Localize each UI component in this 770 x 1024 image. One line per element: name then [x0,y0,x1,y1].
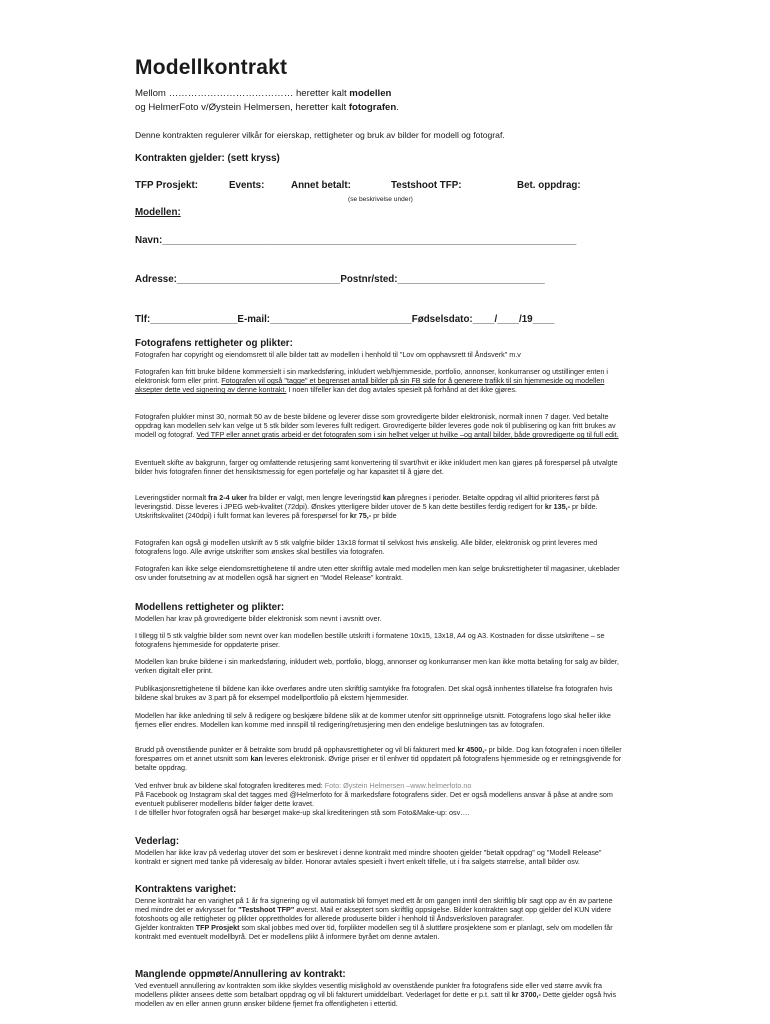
intro-photographer-term: fotografen [348,102,397,113]
breach-may: kan [250,754,263,764]
edit-price: kr 135,- [544,502,571,512]
model-rights-heading: Modellens rettigheter og plikter: [135,602,285,613]
option-events[interactable]: Events: [229,180,265,191]
breach-price: kr 4500,- [457,745,487,754]
commercial-use-exception: I noen tilfeller kan det dog avtales spesielt på forhånd at det ikke gjøres. [286,385,517,395]
credits-line: Foto: Øystein Helmersen –www.helmerfoto.no [324,781,472,790]
breach-text-3: leveres elektronisk. Øvrige priser er til enhver tid oppdatert på fotografens hjemmeside og er retningsgivende for betalte oppdrag. [135,754,622,773]
paragraph-model-edited-images: Modellen har krav på grovredigerte bilder elektronisk som nevnt i avsnitt over. [135,614,382,623]
credits-text-1: Ved enhver bruk av bildene skal fotografen krediteres med: [135,781,325,790]
paragraph-publication-rights: Publikasjonsrettighetene til bildene kan ikke overføres andre uten skriftlig samtykke fra fotografen. Det skal også innhentes tillatelse fra fotografen hvis bildene skal brukes av 3.part på for eksempel modellportfolio på ekstern hjemmesider. [135,684,613,703]
duration-text-2: øverst. Mail er akseptert som skriftlig oppsigelse. Bilder kontrakten sagt opp gjelder del KUN videre fotoshoots og alle rettigheter og plikter opprettholdes for allerede produserte bilder i henhold til Åndsverksloven paragrafer. [135,905,612,924]
duration-text-3: Gjelder kontrakten [135,923,196,933]
address-field[interactable]: Adresse:______________________________Postnr/sted:___________________________ [135,274,545,285]
cancellation-heading: Manglende oppmøte/Annullering av kontrakt: [135,969,346,980]
paragraph-selection [135,412,625,439]
cancellation-fee: kr 3700,- [511,990,541,1000]
commercial-use-tagging: Fotografen vil også "tagge" et begrenset antall bilder på sin FB side for å generere trafikk til sin hjemmeside og modellen aksepter dette ved signering av denne kontrakt. [135,376,605,395]
duration-text-4: som skal jobbes med over tid, forplikter modellen seg til å sluttføre prosjektene som er planlagt, selv om modellen får kontrakt med eventuelt modellbyrå. Det er modellens plikt å informere byrået om denne avtalen. [135,923,613,942]
document-title: Modellkontrakt [135,56,288,79]
duration-tfp-project: TFP Prosjekt [195,923,240,933]
paragraph-fee: Modellen har ikke krav på vederlag utover det som er beskrevet i denne kontrakt med mindre shooten gjelder "betalt oppdrag" og "Modell Release" kontrakt er signert med tanke på videresalg av bilder. Honorar avtales spesielt i hvert enkelt tilfelle, ut i fra salgets størrelse, antall bilder osv. [135,848,602,867]
delivery-text-5: pr bilde [371,511,397,521]
paragraph-copyright: Fotografen har copyright og eiendomsrett til alle bilder tatt av modellen i henhold til "Lov om opphavsrett til Åndsverk" m.v [135,350,521,359]
paragraph-commercial-use [135,367,625,394]
paragraph-model-marketing: Modellen kan bruke bildene i sin markedsføring, inkludert web, portfolio, blogg, annonser og konkurranser men kan ikke motta betaling for salg av bilder, verken digitalt eller print. [135,657,619,676]
print-price: kr 75,- [349,511,372,521]
delivery-time: fra 2-4 uker [208,493,247,502]
scope-text: Denne kontrakten regulerer vilkår for eierskap, rettigheter og bruk av bilder for modell og fotograf. [135,130,505,140]
photographer-rights-heading: Fotografens rettigheter og plikter: [135,338,293,349]
option-paid-assignment[interactable]: Bet. oppdrag: [517,180,581,191]
paragraph-retouching: Eventuelt skifte av bakgrunn, farger og omfattende retusjering samt konvertering til svart/hvit er ikke inkludert men kan gjøres på forespørsel på utvalgte bilder hvis fotografen finner det hensiktsmessig for egen portefølje og har kapasitet til å gjøre det. [135,458,618,477]
breach-text-1: Brudd på ovenstående punkter er å betrakte som brudd på opphavsrettigheter og vil bli fakturert med [135,745,458,754]
model-label: Modellen: [135,207,181,218]
cancellation-text-1: Ved eventuell annullering av kontrakten som ikke skyldes vesentlig mislighold av ovenstående punkter fra fotografens side eller ved større avvik fra modellens plikter ansees dette som betalbart oppdrag og vil bli fakturert umiddelbart. Vederlaget for dette er p.t. satt til [135,981,603,1000]
breach-text-2: pr bilde. Dog kan fotografen i noen tilfeller forespørres om et annet utsnitt som [135,745,622,764]
option-tfp-project[interactable]: TFP Prosjekt: [135,180,198,191]
paragraph-breach [135,745,625,772]
credits-text-3: I de tilfeller hvor fotografen også har besørget make-up skal krediteringen stå som Foto&Make-up: osv…. [135,808,470,818]
delivery-may: kan [382,493,396,502]
intro-period: . [396,102,399,113]
option-testshoot-tfp[interactable]: Testshoot TFP: [391,180,462,191]
intro-line-photographer [135,102,399,113]
fee-heading: Vederlag: [135,836,180,847]
duration-testshoot: "Testshoot TFP" [238,905,295,915]
delivery-text-3: påregnes i perioder. Betalte oppdrag vil alltid prioriteres først på leveringstid. Disse leveres i JPEG web-kvalitet (72dpi). Ønskes ytterligere bilder utover de 5 kan dette bestilles ferdig redigert for [135,493,600,512]
option-other-paid[interactable]: Annet betalt: [291,180,351,191]
delivery-text-4: pr bilde. Utskriftskvalitet (240dpi) i fullt format kan leveres på forespørsel for [135,502,598,521]
credits-text-2: På Facebook og Instagram skal det tagges med @Helmerfoto for å markedsføre fotografens sider. Det er også modellens ansvar å påse at andre som eventuelt publiserer modellens bilder følger dette kravet. [135,790,613,809]
commercial-use-text: Fotografen kan fritt bruke bildene kommersielt i sin markedsføring, inkludert web/hjemmeside, portfolio, annonser, konkurranser og utstillinger enten i elektronisk form eller print. [135,367,609,386]
delivery-text-2: fra bilder er valgt, men lengre leveringstid [246,493,383,502]
name-field[interactable]: Navn:____________________________________________________________________________ [135,235,577,246]
intro-model-text: Mellom ………………………………… heretter kalt [135,88,350,99]
paragraph-editing-restrictions: Modellen har ikke anledning til selv å redigere og beskjære bildene slik at de kommer utenfor sitt opprinnelige utsnitt. Fotografens logo skal heller ikke fjernes eller endres. Modellen kan komme med innspill til redigering/retusjering men den endelige beslutningen tas av fotografen. [135,711,611,730]
delivery-text-1: Leveringstider normalt [135,493,209,502]
paragraph-credits [135,781,625,817]
contact-fields[interactable]: Tlf:________________E-mail:__________________________Fødselsdato:____/____/19____ [135,314,555,325]
intro-model-term: modellen [349,88,392,99]
cancellation-text-2: Dette gjelder også hvis modellen av en eller annen grunn ønsker bildene fjernet fra offentligheten i ettertid. [135,990,617,1009]
selection-tfp-note: Ved TFP eller annet gratis arbeid er det fotografen som i sin helhet velger ut hvilke –og antall bilder, både grovredigerte og til full edit. [196,430,619,440]
paragraph-model-prints: I tillegg til 5 stk valgfrie bilder som nevnt over kan modellen bestille utskrift i formatene 10x15, 13x18, A4 og A3. Kostnaden for disse utskriftene – se fotografens hjemmeside for oppdaterte priser. [135,631,605,650]
paragraph-delivery [135,493,625,520]
paragraph-duration [135,896,625,941]
selection-text: Fotografen plukker minst 30, normalt 50 av de beste bildene og leverer disse som grovredigerte bilder elektronisk, normalt innen 7 dager. Ved betalte oppdrag kan modellen selv kan velge ut 5 stk bilder som leveres fullt redigert. Grovredigerte bilder leveres gode nok til publisering og kan fritt brukes av modell og fotograf. [135,412,616,440]
paragraph-cancellation [135,981,625,1008]
intro-photographer-text: og HelmerFoto v/Øystein Helmersen, heretter kalt [135,102,349,113]
duration-heading: Kontraktens varighet: [135,884,237,895]
applies-heading: Kontrakten gjelder: (sett kryss) [135,153,280,164]
duration-text-1: Denne kontrakt har en varighet på 1 år fra signering og vil automatisk bli fornyet med ett år om gangen inntil den skriftlig blir sagt opp av én av partene med mindre det er avkrysset for [135,896,613,915]
intro-line-model [135,88,391,99]
see-description-note: (se beskrivelse under) [348,196,413,203]
paragraph-ownership-sale: Fotografen kan ikke selge eiendomsrettighetene til andre uten etter skriftlig avtale med modellen men kan selge bruksrettigheter til magasiner, ukeblader osv under forutsetning av at modellen også har signert en "Model Release" kontrakt. [135,564,620,583]
paragraph-prints-logo: Fotografen kan også gi modellen utskrift av 5 stk valgfrie bilder 13x18 format til selvkost hvis ønskelig. Alle bilder, elektronisk og print leveres med fotografens logo. Alle øvrige utskrifter som ønskes skal bestilles via fotografen. [135,538,598,557]
